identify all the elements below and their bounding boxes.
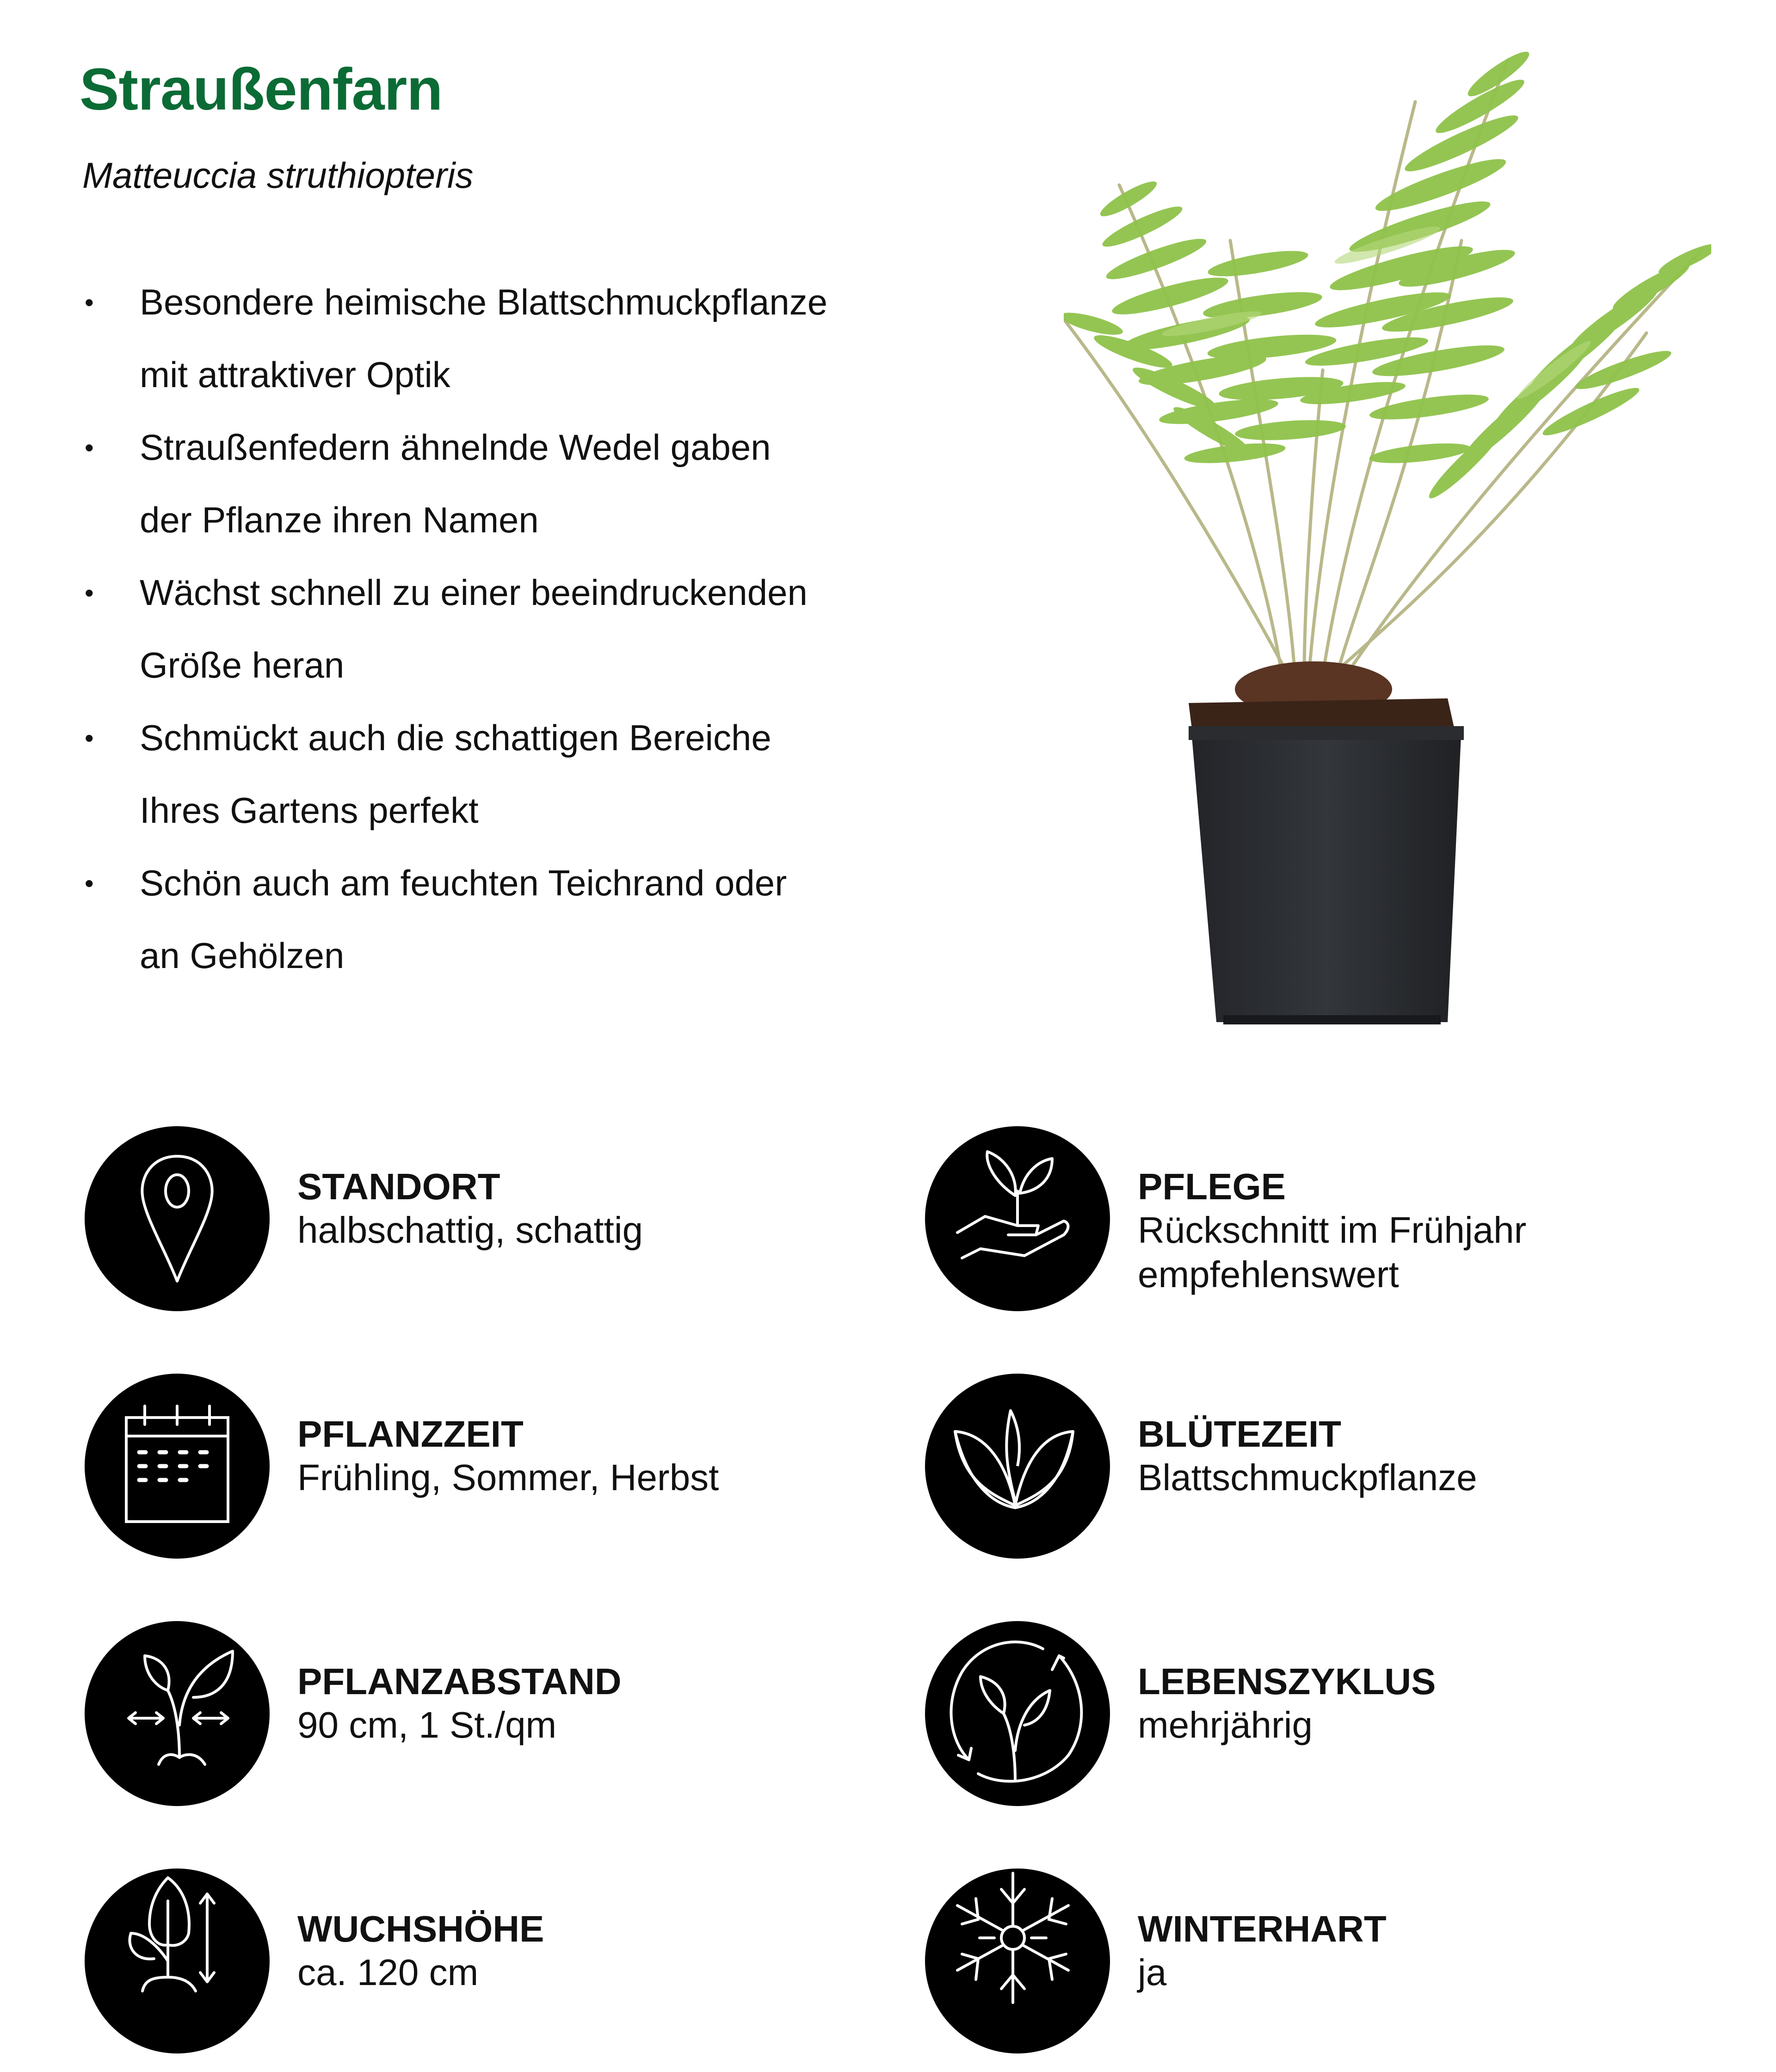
botanical-name: Matteuccia struthiopteris	[82, 155, 474, 196]
potted-fern-image	[1064, 46, 1711, 1041]
bullet-icon: •	[85, 288, 94, 317]
hand-seedling-icon	[925, 1126, 1110, 1311]
bullet-item	[0, 266, 925, 411]
lotus-flower-icon	[925, 1374, 1110, 1559]
feature-heading: LEBENSZYKLUS	[1138, 1661, 1436, 1702]
bullet-line: Straußenfedern ähnelnde Wedel gaben	[140, 427, 771, 468]
feature-heading: STANDORT	[297, 1166, 500, 1207]
bullet-icon: •	[85, 578, 94, 607]
product-title: Straußenfarn	[80, 56, 443, 123]
feature-value: ja	[1138, 1952, 1167, 1993]
bullet-line: Wächst schnell zu einer beeindruckenden	[140, 572, 808, 613]
feature-value: Blattschmuckpflanze	[1138, 1457, 1477, 1498]
bullet-line: Größe heran	[140, 645, 345, 685]
feature-value: empfehlenswert	[1138, 1254, 1399, 1295]
bullet-item	[0, 556, 925, 702]
snowflake-icon	[925, 1868, 1110, 2054]
feature-value: halbschattig, schattig	[297, 1209, 643, 1251]
feature-value: Frühling, Sommer, Herbst	[297, 1457, 719, 1498]
bullet-icon: •	[85, 433, 94, 462]
feature-lebenszyklus	[925, 1621, 1711, 1815]
feature-value: 90 cm, 1 St./qm	[297, 1704, 557, 1745]
bullet-item	[0, 702, 925, 847]
feature-heading: PFLANZZEIT	[297, 1413, 524, 1455]
feature-heading: WUCHSHÖHE	[297, 1908, 544, 1949]
bullet-line: an Gehölzen	[140, 935, 345, 976]
feature-heading: WINTERHART	[1138, 1908, 1387, 1949]
feature-standort	[85, 1126, 871, 1320]
feature-value: mehrjährig	[1138, 1704, 1313, 1745]
bullet-line: Ihres Gartens perfekt	[140, 790, 479, 831]
feature-value: Rückschnitt im Frühjahr	[1138, 1209, 1527, 1251]
feature-bluetezeit	[925, 1374, 1711, 1568]
feature-winterhart	[925, 1868, 1711, 2063]
plant-spacing-icon	[85, 1621, 270, 1806]
feature-bullet-list	[0, 266, 925, 992]
feature-heading: PFLANZABSTAND	[297, 1661, 622, 1702]
bullet-item	[0, 411, 925, 556]
bullet-item	[0, 847, 925, 992]
feature-pflege	[925, 1126, 1711, 1320]
life-cycle-icon	[925, 1621, 1110, 1806]
bullet-line: Schön auch am feuchten Teichrand oder	[140, 863, 787, 903]
bullet-icon: •	[85, 723, 94, 752]
bullet-line: Schmückt auch die schattigen Bereiche	[140, 717, 771, 758]
feature-value: ca. 120 cm	[297, 1952, 479, 1993]
feature-heading: PFLEGE	[1138, 1166, 1286, 1207]
bullet-line: der Pflanze ihren Namen	[140, 500, 539, 540]
calendar-icon	[85, 1374, 270, 1559]
bullet-icon: •	[85, 869, 94, 898]
feature-wuchshoehe	[85, 1868, 871, 2063]
feature-pflanzabstand	[85, 1621, 871, 1815]
feature-heading: BLÜTEZEIT	[1138, 1413, 1341, 1455]
location-pin-icon	[85, 1126, 270, 1311]
plant-height-icon	[85, 1868, 270, 2054]
feature-pflanzzeit	[85, 1374, 871, 1568]
bullet-line: Besondere heimische Blattschmuckpflanze	[140, 282, 828, 322]
bullet-line: mit attraktiver Optik	[140, 354, 450, 395]
